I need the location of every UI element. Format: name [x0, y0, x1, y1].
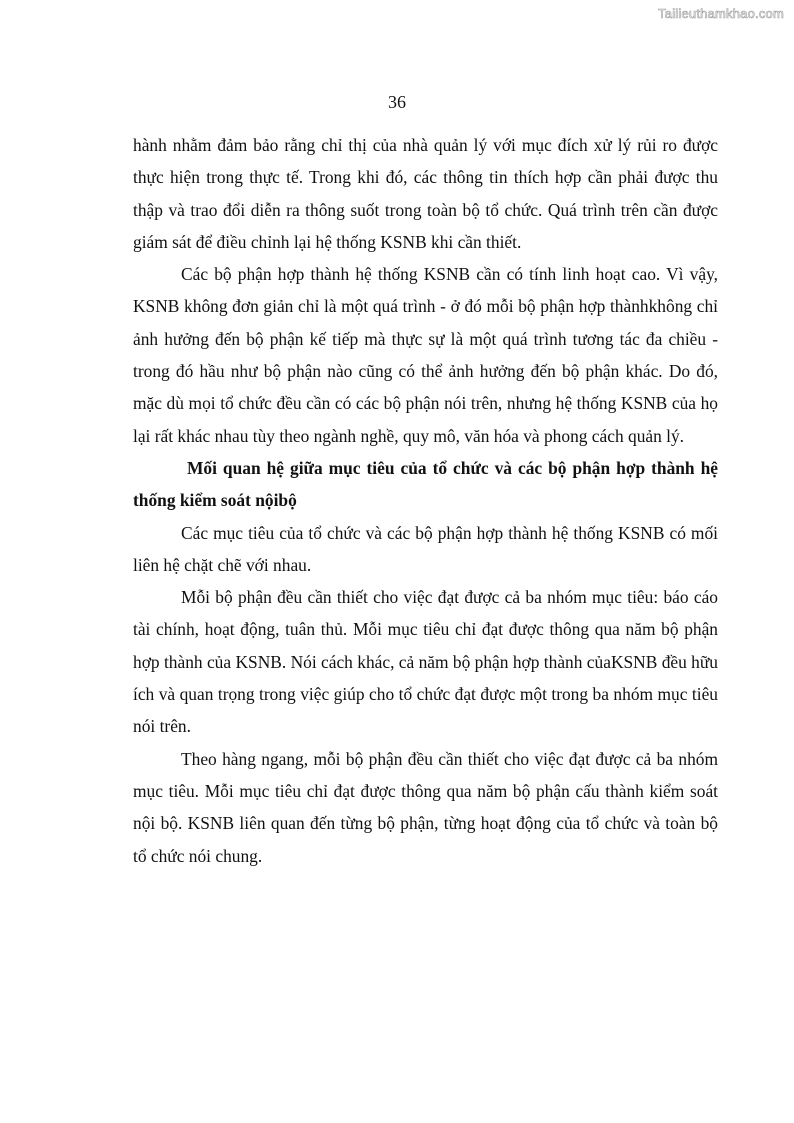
document-body: [133, 129, 718, 872]
paragraph: Các bộ phận hợp thành hệ thống KSNB cần có tính linh hoạt cao. Vì vậy, KSNB không đơn giản chỉ là một quá trình - ở đó mỗi bộ phận hợp thànhkhông chỉ ảnh hưởng đến bộ phận kế tiếp mà thực sự là một quá trình tương tác đa chiều - trong đó hầu như bộ phận nào cũng có thể ảnh hưởng đến bộ phận khác. Do đó, mặc dù mọi tổ chức đều cần có các bộ phận nói trên, nhưng hệ thống KSNB của họ lại rất khác nhau tùy theo ngành nghề, quy mô, văn hóa và phong cách quản lý.: [133, 264, 718, 446]
section-heading: Mối quan hệ giữa mục tiêu của tổ chức và các bộ phận hợp thành hệ thống kiểm soát nộibộ: [133, 457, 718, 511]
watermark: Tailieuthamkhao.com: [658, 6, 784, 21]
page-number: 36: [388, 92, 406, 112]
paragraph: Theo hàng ngang, mỗi bộ phận đều cần thiết cho việc đạt được cả ba nhóm mục tiêu. Mỗi mục tiêu chỉ đạt được thông qua năm bộ phận cấu thành kiểm soát nội bộ. KSNB liên quan đến từng bộ phận, từng hoạt động của tổ chức và toàn bộ tổ chức nói chung.: [133, 748, 718, 866]
paragraph: Các mục tiêu của tổ chức và các bộ phận hợp thành hệ thống KSNB có mối liên hệ chặt chẽ với nhau.: [133, 522, 718, 575]
paragraph: Mỗi bộ phận đều cần thiết cho việc đạt được cả ba nhóm mục tiêu: báo cáo tài chính, hoạt động, tuân thủ. Mỗi mục tiêu chỉ đạt được thông qua năm bộ phận hợp thành của KSNB. Nói cách khác, cả năm bộ phận hợp thành củaKSNB đều hữu ích và quan trọng trong việc giúp cho tổ chức đạt được một trong ba nhóm mục tiêu nói trên.: [133, 587, 718, 737]
paragraph-continuation: hành nhằm đảm bảo rằng chỉ thị của nhà quản lý với mục đích xử lý rủi ro được thực hiện trong thực tế. Trong khi đó, các thông tin thích hợp cần phải được thu thập và trao đổi diễn ra thông suốt trong toàn bộ tổ chức. Quá trình trên cần được giám sát để điều chỉnh lại hệ thống KSNB khi cần thiết.: [133, 135, 718, 252]
